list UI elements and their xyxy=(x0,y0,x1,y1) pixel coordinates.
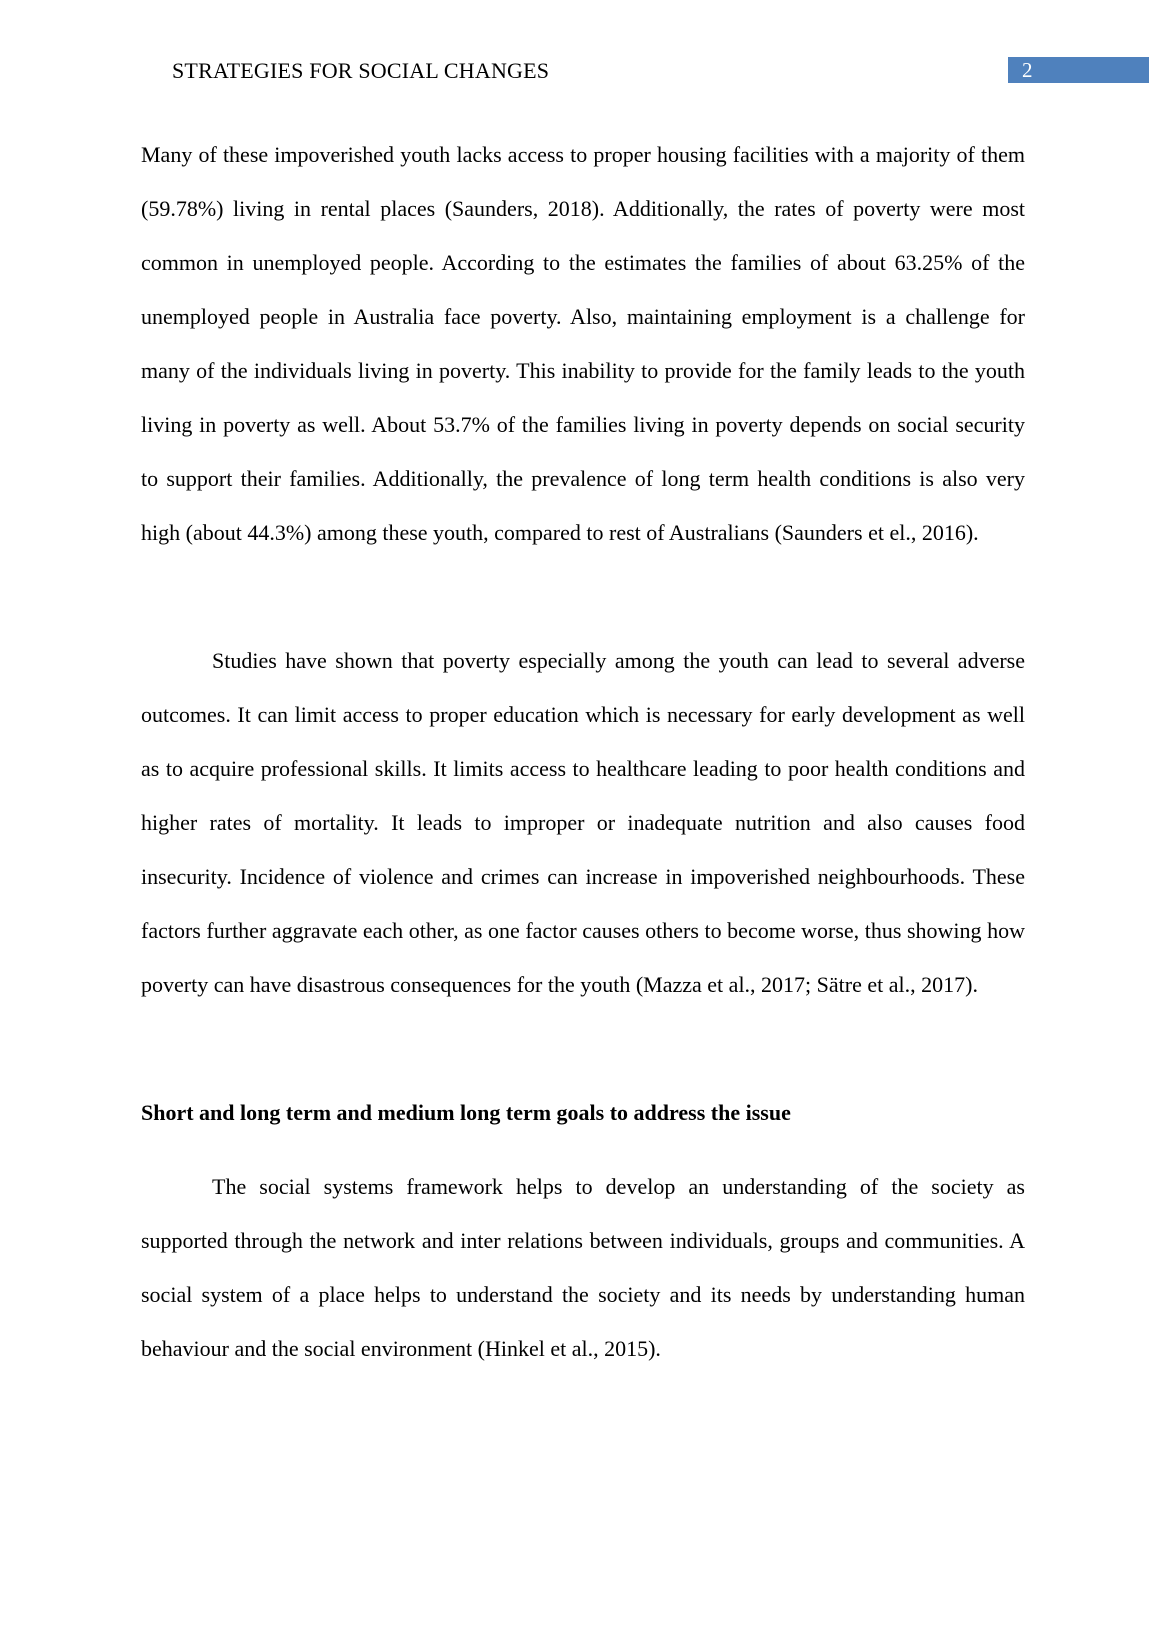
paragraph-social-systems: The social systems framework helps to develop an understanding of the society as supported through the network and inter relations between individuals, groups and communities. A social system of a place helps to understand the society and its needs by understanding human behaviour and the social environment (Hinkel et al., 2015). xyxy=(141,1174,1025,1361)
page-number-badge xyxy=(1008,57,1149,83)
paragraph-housing-unemployment: Many of these impoverished youth lacks access to proper housing facilities with a majority of them (59.78%) living in rental places (Saunders, 2018). Additionally, the rates of poverty were most common in unemployed people. According to the estimates the families of about 63.25% of the unemployed people in Australia face poverty. Also, maintaining employment is a challenge for many of the individuals living in poverty. This inability to provide for the family leads to the youth living in poverty as well. About 53.7% of the families living in poverty depends on social security to support their families. Additionally, the prevalence of long term health conditions is also very high (about 44.3%) among these youth, compared to rest of Australians (Saunders et el., 2016). xyxy=(141,142,1025,545)
page-number: 2 xyxy=(1022,58,1033,82)
paragraph-poverty-outcomes: Studies have shown that poverty especially among the youth can lead to several adverse outcomes. It can limit access to proper education which is necessary for early development as well as to acquire professional skills. It limits access to healthcare leading to poor health conditions and higher rates of mortality. It leads to improper or inadequate nutrition and also causes food insecurity. Incidence of violence and crimes can increase in impoverished neighbourhoods. These factors further aggravate each other, as one factor causes others to become worse, thus showing how poverty can have disastrous consequences for the youth (Mazza et al., 2017; Sätre et al., 2017). xyxy=(141,648,1025,997)
running-header-title: STRATEGIES FOR SOCIAL CHANGES xyxy=(172,58,550,83)
section-heading-goals: Short and long term and medium long term goals to address the issue xyxy=(141,1100,791,1125)
